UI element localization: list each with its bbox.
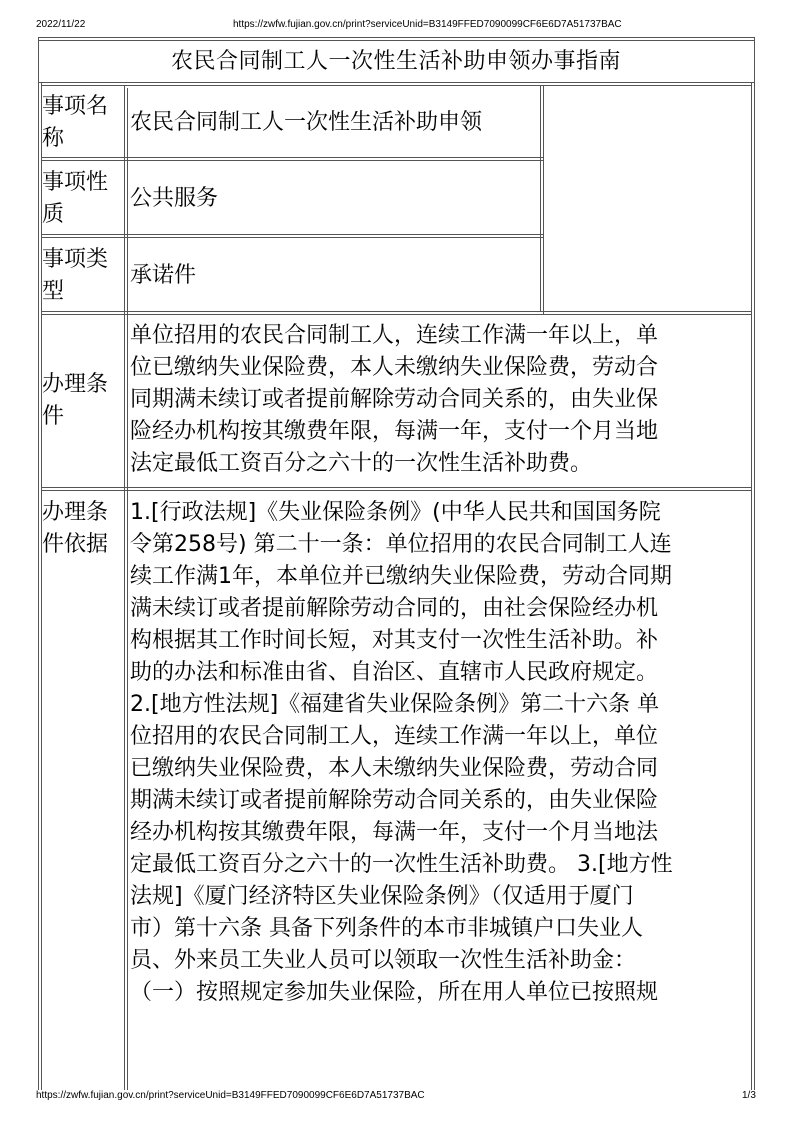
row-value-conditions: 单位招用的农民合同制工人，连续工作满一年以上，单 位已缴纳失业保险费，本人未缴纳失业保险费，劳动合 同期满未续订或者提前解除劳动合同关系的，由失业保 险经办机构按其缴费年限，每满一年，支付一个月当地 法定最低工资百分之六十的一次性生活补助费。 [130,323,659,476]
row-value-item-nature: 公共服务 [130,186,219,211]
table-border [39,40,754,41]
table-border [41,314,752,315]
print-header-url: https://zwfw.fujian.gov.cn/print?serviceUnid=B3149FFED7090099CF6E6D7A51737BAC [233,19,622,30]
table-border [41,490,752,491]
table-border [540,85,541,311]
table-border [38,37,755,38]
table-border [38,37,39,1090]
row-value-legal-basis: 1.[行政法规]《失业保险条例》(中华人民共和国国务院 令第258号) 第二十一条：单位招用的农民合同制工人连 续工作满1年，本单位并已缴纳失业保险费，劳动合同期 满未续订或者提前解除劳动合同的，由社会保险经办机 构根据其工作时间长短，对其支付一次性生活补助。补 助的办法和标准由省、自治区、直辖市人民政府规定。 2.[地方性法规]《福建省失业保险条例》第二十六条 单 位招用的农民合同制工人，连续工作满一年以上，单位 已缴纳失业保险费，本人未缴纳失业保险费，劳动合同 期满未续订或者提前解除劳动合同关系的，由失业保险 经办机构按其缴费年限，每满一年，支付一个月当地法 定最低工资百分之六十的一次性生活补助费。 3.[地方性 法规]《厦门经济特区失业保险条例》（仅适用于厦门 市）第十六条 具备下列条件的本市非城镇户口失业人 员、外来员工失业人员可以领取一次性生活补助金： （一）按照规定参加失业保险，所在用人单位已按照规 [130,500,673,1005]
table-border [124,85,125,1090]
print-footer-url: https://zwfw.fujian.gov.cn/print?serviceUnid=B3149FFED7090099CF6E6D7A51737BAC [36,1090,425,1101]
row-label-item-type: 事项类 型 [42,247,109,304]
print-date: 2022/11/22 [36,19,86,30]
table-border [41,234,544,235]
document-title: 农民合同制工人一次性生活补助申领办事指南 [170,49,621,74]
row-label-item-nature: 事项性 质 [42,170,109,227]
table-border [41,157,544,158]
table-border [751,83,752,1090]
row-value-item-name: 农民合同制工人一次性生活补助申领 [130,110,483,135]
table-border [127,88,128,1090]
row-label-conditions: 办理条 件 [42,372,109,429]
table-border [39,82,754,83]
row-label-item-name: 事项名 称 [42,94,109,151]
table-border [41,160,544,161]
row-value-item-type: 承诺件 [130,263,197,288]
table-border [41,311,752,312]
table-border [543,85,544,314]
table-border [754,37,755,1090]
row-label-legal-basis: 办理条 件依据 [42,500,109,557]
table-border [41,85,752,86]
table-border [41,237,544,238]
table-border [41,487,752,488]
page-number: 1/3 [742,1090,756,1101]
